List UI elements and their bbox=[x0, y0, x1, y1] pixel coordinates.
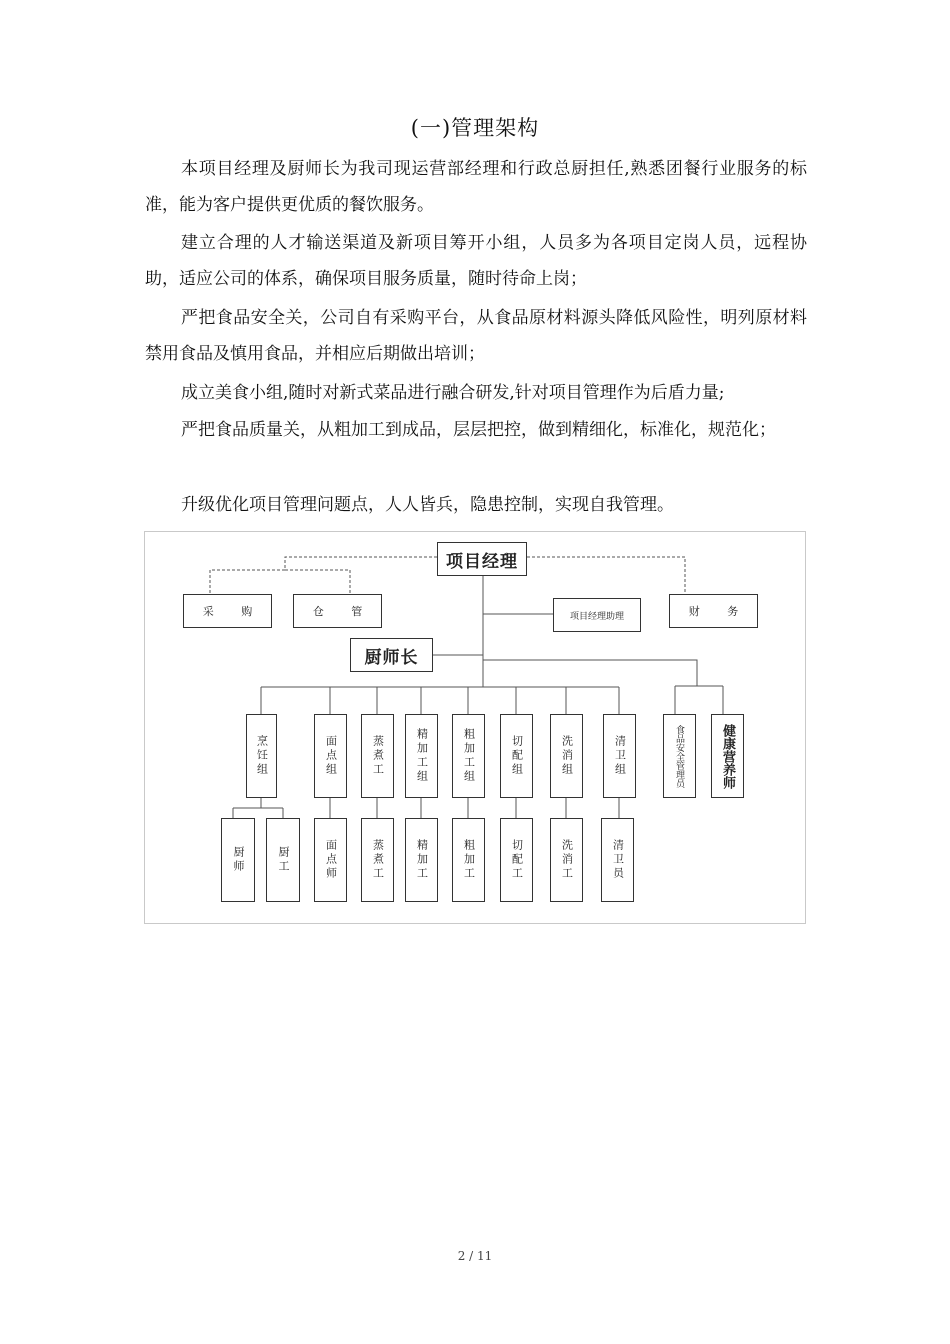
group-drops bbox=[261, 687, 619, 714]
paragraph-1: 本项目经理及厨师长为我司现运营部经理和行政总厨担任,熟悉团餐行业服务的标准，能为客户提供更优质的餐饮服务。 bbox=[145, 159, 807, 215]
dashed-connector-left bbox=[210, 557, 437, 594]
staff-drops bbox=[330, 798, 619, 818]
page-number: 2 / 11 bbox=[457, 1249, 493, 1263]
purchasing-box: 采 购 bbox=[183, 594, 272, 628]
org-chart bbox=[144, 531, 806, 924]
pm-assistant-box: 项目经理助理 bbox=[553, 598, 641, 632]
group-washing: 洗消组 bbox=[550, 714, 583, 798]
group-rough-processing: 粗加工组 bbox=[452, 714, 485, 798]
group-steaming: 蒸煮工 bbox=[361, 714, 394, 798]
paragraph-4: 成立美食小组,随时对新式菜品进行融合研发,针对项目管理作为后盾力量; bbox=[181, 383, 725, 403]
paragraph-2: 建立合理的人才输送渠道及新项目筹开小组，人员多为各项目定岗人员，远程协助，适应公司的体系，确保项目服务质量，随时待命上岗； bbox=[145, 233, 807, 289]
group-fine-processing: 精加工组 bbox=[405, 714, 438, 798]
staff-cleaning: 清卫员 bbox=[601, 818, 634, 902]
food-safety-manager-box: 食品安全管理员 bbox=[663, 714, 696, 798]
paragraph-5: 严把食品质量关，从粗加工到成品，层层把控，做到精细化，标准化，规范化； bbox=[181, 420, 776, 440]
staff-steaming: 蒸煮工 bbox=[361, 818, 394, 902]
group-cutting: 切配组 bbox=[500, 714, 533, 798]
staff-rough-processing: 粗加工 bbox=[452, 818, 485, 902]
safety-branch bbox=[675, 686, 723, 714]
paragraph-3: 严把食品安全关，公司自有采购平台，从食品原材料源头降低风险性，明列原材料禁用食品及慎用食品，并相应后期做出培训； bbox=[145, 308, 807, 364]
cooking-split bbox=[233, 798, 283, 818]
nutritionist-box: 健康营养师 bbox=[711, 714, 744, 798]
dashed-connector-right bbox=[527, 557, 685, 594]
group-pastry: 面点组 bbox=[314, 714, 347, 798]
group-cooking: 烹饪组 bbox=[246, 714, 277, 798]
staff-washing: 洗消工 bbox=[550, 818, 583, 902]
group-cleaning: 清卫组 bbox=[603, 714, 636, 798]
warehouse-box: 仓 管 bbox=[293, 594, 382, 628]
head-chef-box: 厨师长 bbox=[350, 638, 433, 672]
staff-chef: 厨师 bbox=[221, 818, 255, 902]
finance-box: 财 务 bbox=[669, 594, 758, 628]
staff-pastry: 面点师 bbox=[314, 818, 347, 902]
staff-cook-helper: 厨工 bbox=[266, 818, 300, 902]
staff-cutting: 切配工 bbox=[500, 818, 533, 902]
page-title: (一)管理架构 bbox=[410, 116, 540, 140]
paragraph-6: 升级优化项目管理问题点，人人皆兵，隐患控制，实现自我管理。 bbox=[181, 495, 674, 515]
right-branch bbox=[483, 660, 697, 686]
project-manager-box: 项目经理 bbox=[437, 542, 527, 576]
staff-fine-processing: 精加工 bbox=[405, 818, 438, 902]
